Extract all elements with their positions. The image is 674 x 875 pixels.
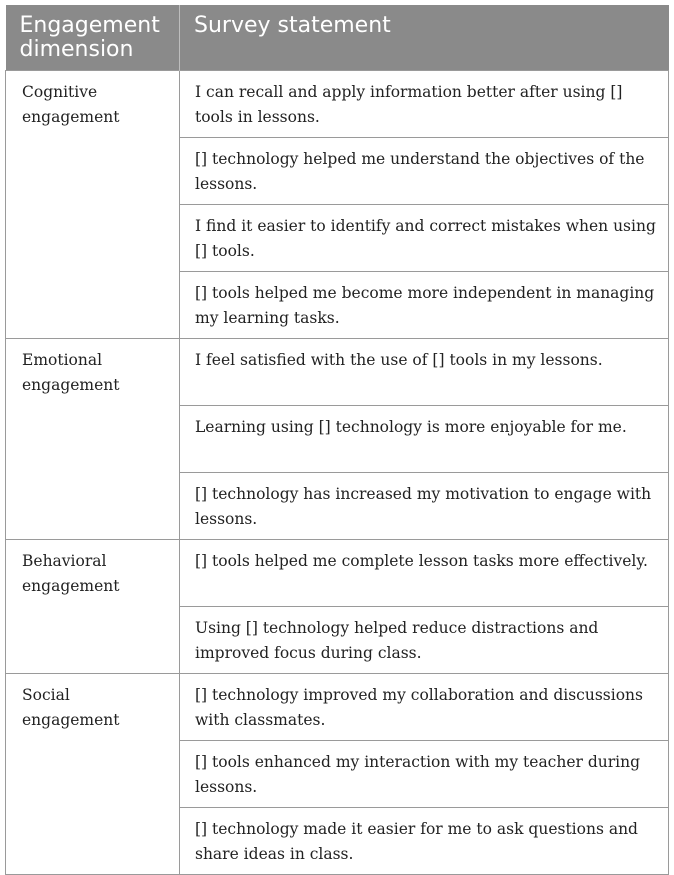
table-row xyxy=(6,674,669,741)
header-row xyxy=(6,5,669,71)
statement-cell: Learning using [] technology is more enjoyable for me. xyxy=(180,406,669,473)
statement-cell: I can recall and apply information better after using [] tools in lessons. xyxy=(180,71,669,138)
statement-cell: [] tools enhanced my interaction with my teacher during lessons. xyxy=(180,741,669,808)
header-survey-statement: Survey statement xyxy=(180,5,669,71)
table-row xyxy=(6,71,669,138)
statement-cell: [] technology improved my collaboration and discussions with classmates. xyxy=(180,674,669,741)
dimension-cell-behavioral: Behavioral engagement xyxy=(6,540,180,674)
table-row xyxy=(6,540,669,607)
statement-cell: [] tools helped me become more independent in managing my learning tasks. xyxy=(180,272,669,339)
statement-cell: I feel satisfied with the use of [] tools in my lessons. xyxy=(180,339,669,406)
statement-cell: [] technology made it easier for me to ask questions and share ideas in class. xyxy=(180,808,669,875)
statement-cell: [] tools helped me complete lesson tasks more effectively. xyxy=(180,540,669,607)
dimension-cell-cognitive: Cognitive engagement xyxy=(6,71,180,339)
statement-cell: [] technology has increased my motivation to engage with lessons. xyxy=(180,473,669,540)
table-row xyxy=(6,339,669,406)
dimension-cell-social: Social engagement xyxy=(6,674,180,875)
statement-cell: Using [] technology helped reduce distractions and improved focus during class. xyxy=(180,607,669,674)
header-engagement-dimension: Engagement dimension xyxy=(6,5,180,71)
statement-cell: I find it easier to identify and correct mistakes when using [] tools. xyxy=(180,205,669,272)
statement-cell: [] technology helped me understand the objectives of the lessons. xyxy=(180,138,669,205)
dimension-cell-emotional: Emotional engagement xyxy=(6,339,180,540)
survey-table xyxy=(5,5,669,875)
